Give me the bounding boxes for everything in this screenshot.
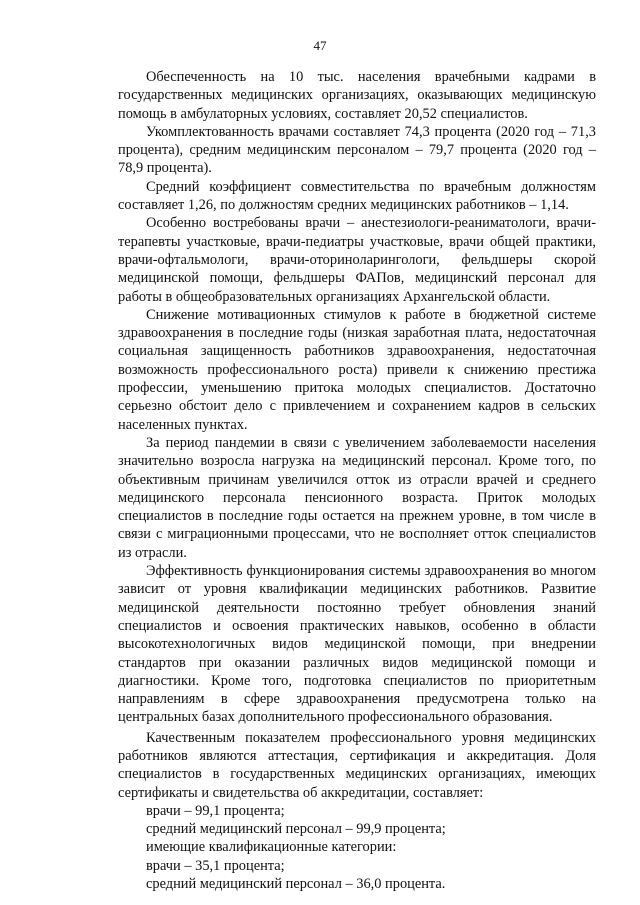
document-body — [118, 68, 596, 893]
list-item-nurses-certified: средний медицинский персонал – 99,9 процента; — [146, 821, 446, 838]
paragraph-combination-coefficient: Средний коэффициент совместительства по врачебным должностям составляет 1,26, по должностям средних медицинских работников – 1,14. — [118, 178, 596, 214]
list-item-doctors-certified: врачи – 99,1 процента; — [146, 802, 285, 819]
paragraph-staffing-level: Укомплектованность врачами составляет 74,3 процента (2020 год – 71,3 процента), средним медицинским персоналом – 79,7 процента (2020 год – 78,9 процента). — [118, 123, 596, 177]
list-item-categories-heading: имеющие квалификационные категории: — [146, 839, 397, 856]
paragraph-qualification-efficiency: Эффективность функционирования системы здравоохранения во многом зависит от уровня квалификации медицинских работников. Развитие медицинской деятельности постоянно требует обновления знаний специалистов и освоения практических навыков, особенно в области высокотехнологичных видов медицинской помощи, при внедрении стандартов при оказании различных видов медицинской помощи и диагностики. Кроме того, подготовка специалистов по приоритетным направлениям в сфере здравоохранения предусмотрена только на центральных базах дополнительного профессионального образования. — [118, 563, 596, 726]
paragraph-certification: Качественным показателем профессионального уровня медицинских работников являются аттестация, сертификация и аккредитация. Доля специалистов в государственных медицинских организациях, имеющих сертификаты и свидетельства об аккредитации, составляет: — [118, 729, 596, 801]
paragraph-in-demand-specialists: Особенно востребованы врачи – анестезиологи-реаниматологи, врачи-терапевты участковые, врачи-педиатры участковые, врачи общей практики, врачи-офтальмологи, врачи-оториноларингологи, фельдшеры скорой медицинской помощи, фельдшеры ФАПов, медицинский персонал для работы в общеобразовательных организациях Архангельской области. — [118, 215, 596, 305]
paragraph-motivation-decline: Снижение мотивационных стимулов к работе в бюджетной системе здравоохранения в последние годы (низкая заработная плата, недостаточная социальная защищенность работников здравоохранения, недостаточная возможность профессионального роста) привели к снижению престижа профессии, уменьшению притока молодых специалистов. Достаточно серьезно обстоит дело с привлечением и сохранением кадров в сельских населенных пунктах. — [118, 306, 596, 433]
paragraph-pandemic-workload: За период пандемии в связи с увеличением заболеваемости населения значительно возросла нагрузка на медицинский персонал. Кроме того, по объективным причинам увеличился отток из отрасли врачей и среднего медицинского персонала пенсионного возраста. Приток молодых специалистов в последние годы остается на прежнем уровне, в том числе в связи с миграционными процессами, что не восполняет отток специалистов из отрасли. — [118, 434, 596, 561]
list-item-doctors-category: врачи – 35,1 процента; — [146, 857, 285, 874]
list-item-nurses-category: средний медицинский персонал – 36,0 процента. — [146, 876, 446, 893]
page-number: 47 — [313, 38, 327, 53]
paragraph-doctor-availability: Обеспеченность на 10 тыс. населения врачебными кадрами в государственных медицинских организациях, оказывающих медицинскую помощь в амбулаторных условиях, составляет 20,52 специалистов. — [118, 69, 596, 122]
